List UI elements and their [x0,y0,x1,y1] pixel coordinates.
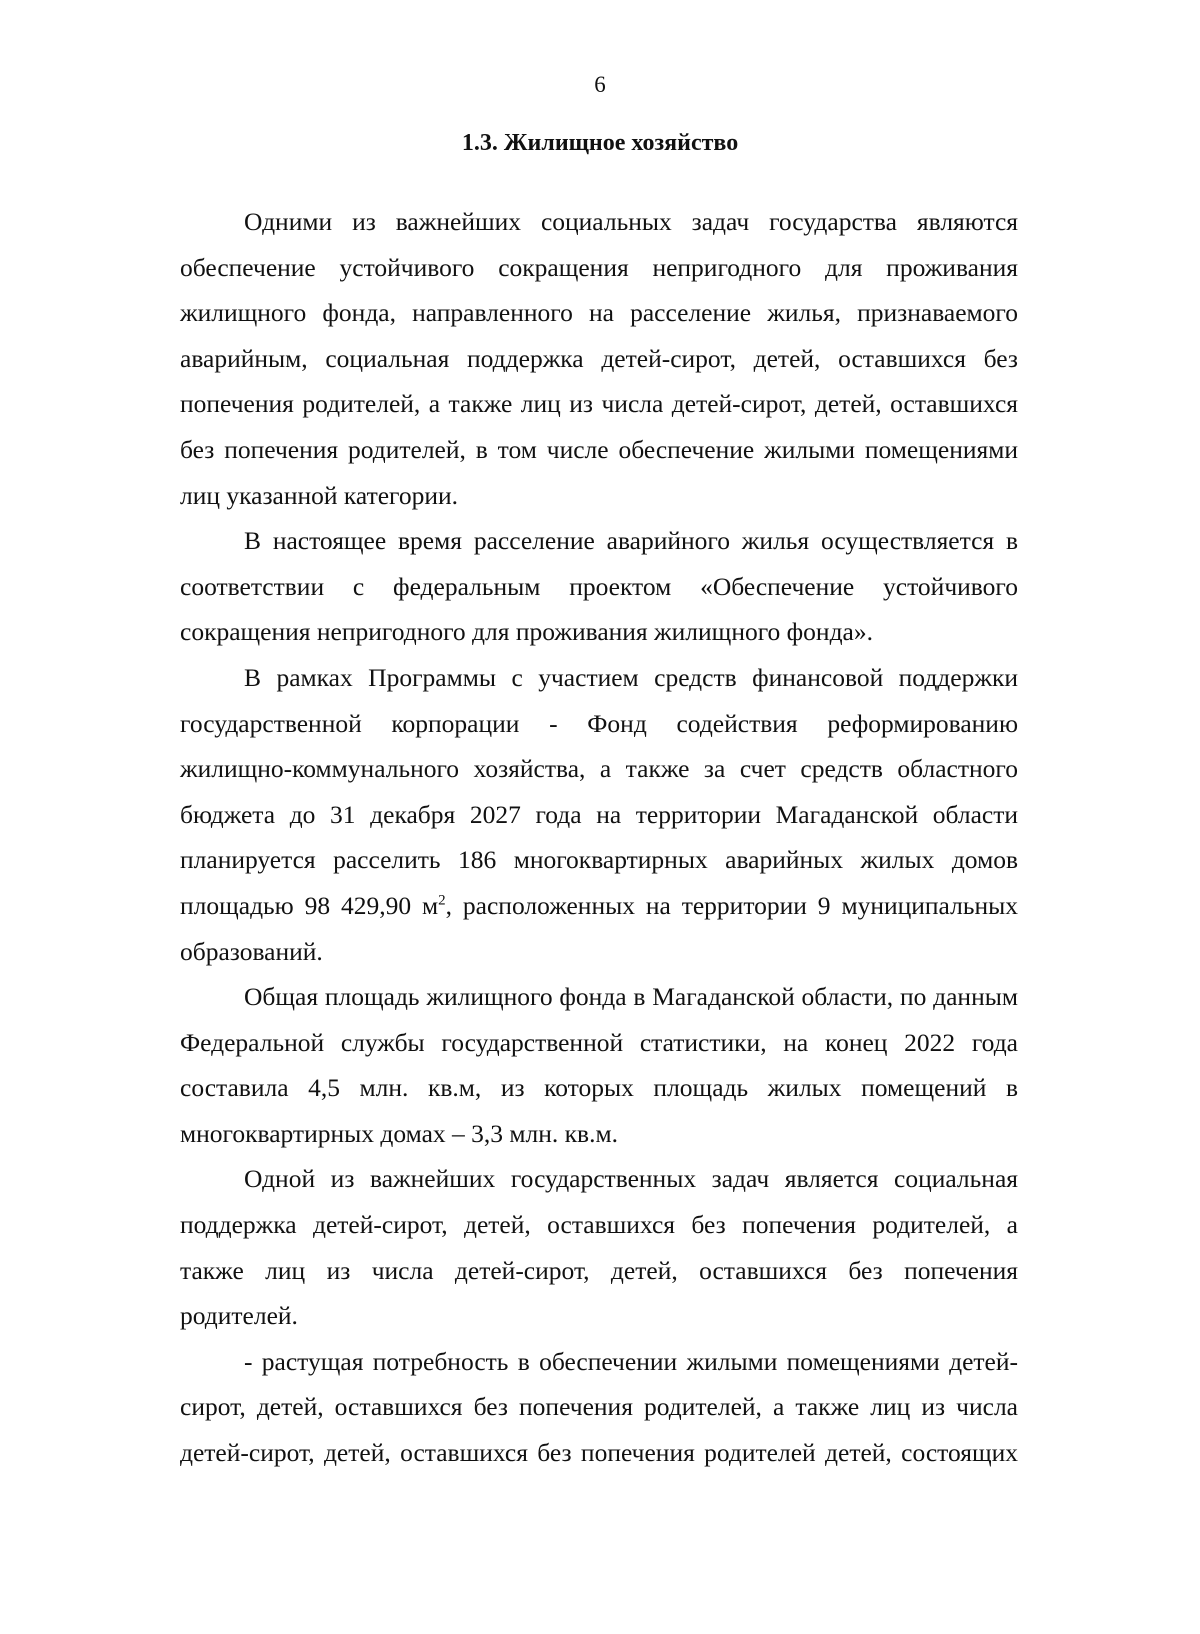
body-text [180,199,1018,1476]
paragraph-social-tasks: Одними из важнейших социальных задач государства являются обеспечение устойчивого сокращения непригодного для проживания жилищного фонда, направленного на расселение жилья, признаваемого аварийным, социальная поддержка детей-сирот, детей, оставшихся без попечения родителей, а также лиц из числа детей-сирот, детей, оставшихся без попечения родителей, в том числе обеспечение жилыми помещениями лиц указанной категории. [180,207,1018,510]
paragraph-program-plan [180,655,1018,974]
section-title: 1.3. Жилищное хозяйство [461,130,739,156]
paragraph-resettlement-project: В настоящее время расселение аварийного жилья осуществляется в соответствии с федеральным проектом «Обеспечение устойчивого сокращения непригодного для проживания жилищного фонда». [180,526,1018,647]
program-plan-text: В рамках Программы с участием средств финансовой поддержки государственной корпорации - Фонд содействия реформированию жилищно-коммунального хозяйства, а также за счет средств областного бюджета до 31 декабря 2027 года на территории Магаданской области планируется расселить 186 многоквартирных аварийных жилых домов площадью 98 429,90 м [180,662,1018,920]
program-plan-text-end: , расположенных на территории 9 муниципальных образований. [180,890,1018,966]
paragraph-housing-area: Общая площадь жилищного фонда в Магаданской области, по данным Федеральной службы государственной статистики, на конец 2022 года составила 4,5 млн. кв.м, из которых площадь жилых помещений в многоквартирных домах – 3,3 млн. кв.м. [180,982,1018,1148]
square-meter-superscript: 2 [438,892,446,909]
paragraph-orphan-support: Одной из важнейших государственных задач является социальная поддержка детей-сирот, детей, оставшихся без попечения родителей, а также лиц из числа детей-сирот, детей, оставшихся без попечения родителей. [180,1164,1018,1331]
paragraph-growing-need: - растущая потребность в обеспечении жилыми помещениями детей-сирот, детей, оставшихся без попечения родителей, а также лиц из числа детей-сирот, детей, оставшихся без попечения родителей детей, состоящих [180,1346,1018,1468]
page-number: 6 [594,72,606,97]
